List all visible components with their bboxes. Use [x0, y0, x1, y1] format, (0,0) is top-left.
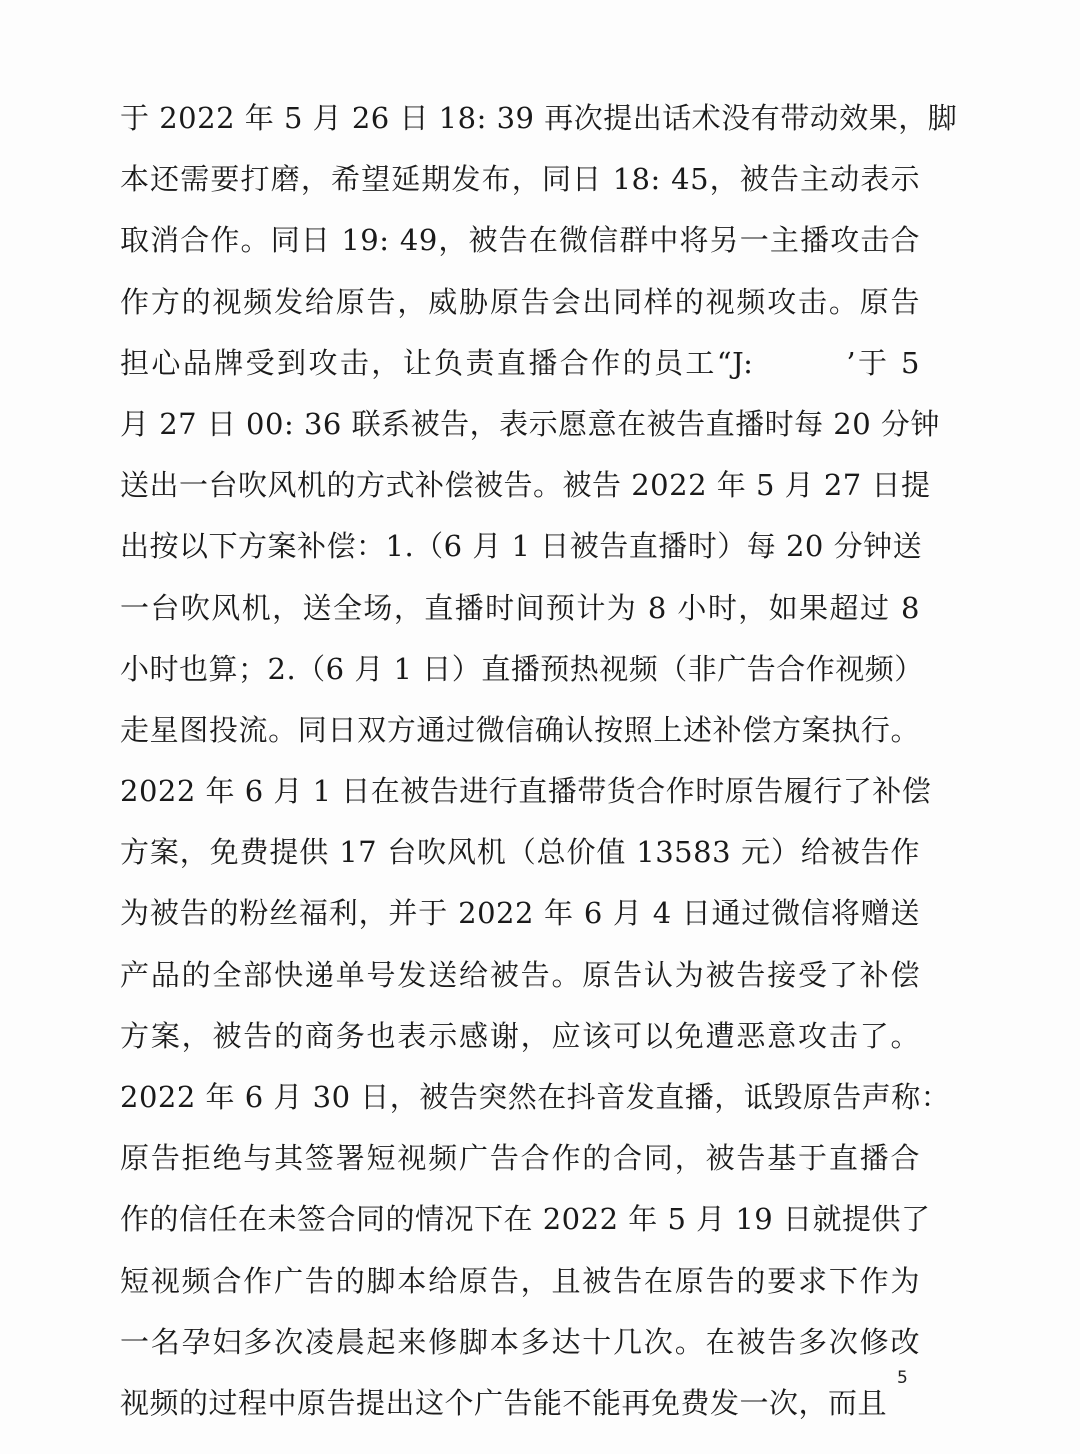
text-line: 2022 年 6 月 1 日在被告进行直播带货合作时原告履行了补偿 [120, 774, 932, 809]
text-line: 作方的视频发给原告，威胁原告会出同样的视频攻击。原告 [120, 284, 920, 319]
text-line: 为被告的粉丝福利，并于 2022 年 6 月 4 日通过微信将赠送 [120, 896, 920, 931]
text-line: 取消合作。同日 19: 49，被告在微信群中将另一主播攻击合 [120, 223, 920, 258]
text-line: 一台吹风机，送全场，直播时间预计为 8 小时，如果超过 8 [120, 590, 920, 625]
text-line: 2022 年 6 月 30 日，被告突然在抖音发直播，诋毁原告声称： [120, 1080, 951, 1114]
text-line: 月 27 日 00: 36 联系被告，表示愿意在被告直播时每 20 分钟 [120, 406, 940, 441]
text-line: 产品的全部快递单号发送给被告。原告认为被告接受了补偿 [120, 957, 920, 992]
body-text [120, 88, 958, 1434]
text-line: 视频的过程中原告提出这个广告能不能再免费发一次，而且 [120, 1385, 888, 1420]
text-line: 短视频合作广告的脚本给原告，且被告在原告的要求下作为 [120, 1263, 920, 1298]
text-line: 送出一台吹风机的方式补偿被告。被告 2022 年 5 月 27 日提 [120, 468, 931, 503]
text-line: 方案，免费提供 17 台吹风机（总价值 13583 元）给被告作 [120, 835, 920, 870]
text-line: 担心品牌受到攻击，让负责直播合作的员工“J: ’于 5 [120, 345, 920, 380]
text-line: 一名孕妇多次凌晨起来修脚本多达十几次。在被告多次修改 [120, 1324, 920, 1359]
text-line: 小时也算；2.（6 月 1 日）直播预热视频（非广告合作视频） [120, 651, 924, 686]
page-number: 5 [897, 1368, 908, 1388]
text-line: 本还需要打磨，希望延期发布，同日 18: 45，被告主动表示 [120, 162, 920, 197]
text-line: 作的信任在未签合同的情况下在 2022 年 5 月 19 日就提供了 [120, 1202, 931, 1237]
text-line: 走星图投流。同日双方通过微信确认按照上述补偿方案执行。 [120, 712, 920, 747]
text-line: 出按以下方案补偿：1.（6 月 1 日被告直播时）每 20 分钟送 [120, 529, 923, 564]
text-line: 原告拒绝与其签署短视频广告合作的合同，被告基于直播合 [120, 1141, 920, 1176]
text-line: 于 2022 年 5 月 26 日 18: 39 再次提出话术没有带动效果，脚 [120, 101, 958, 135]
text-line: 方案，被告的商务也表示感谢，应该可以免遭恶意攻击了。 [120, 1018, 920, 1053]
